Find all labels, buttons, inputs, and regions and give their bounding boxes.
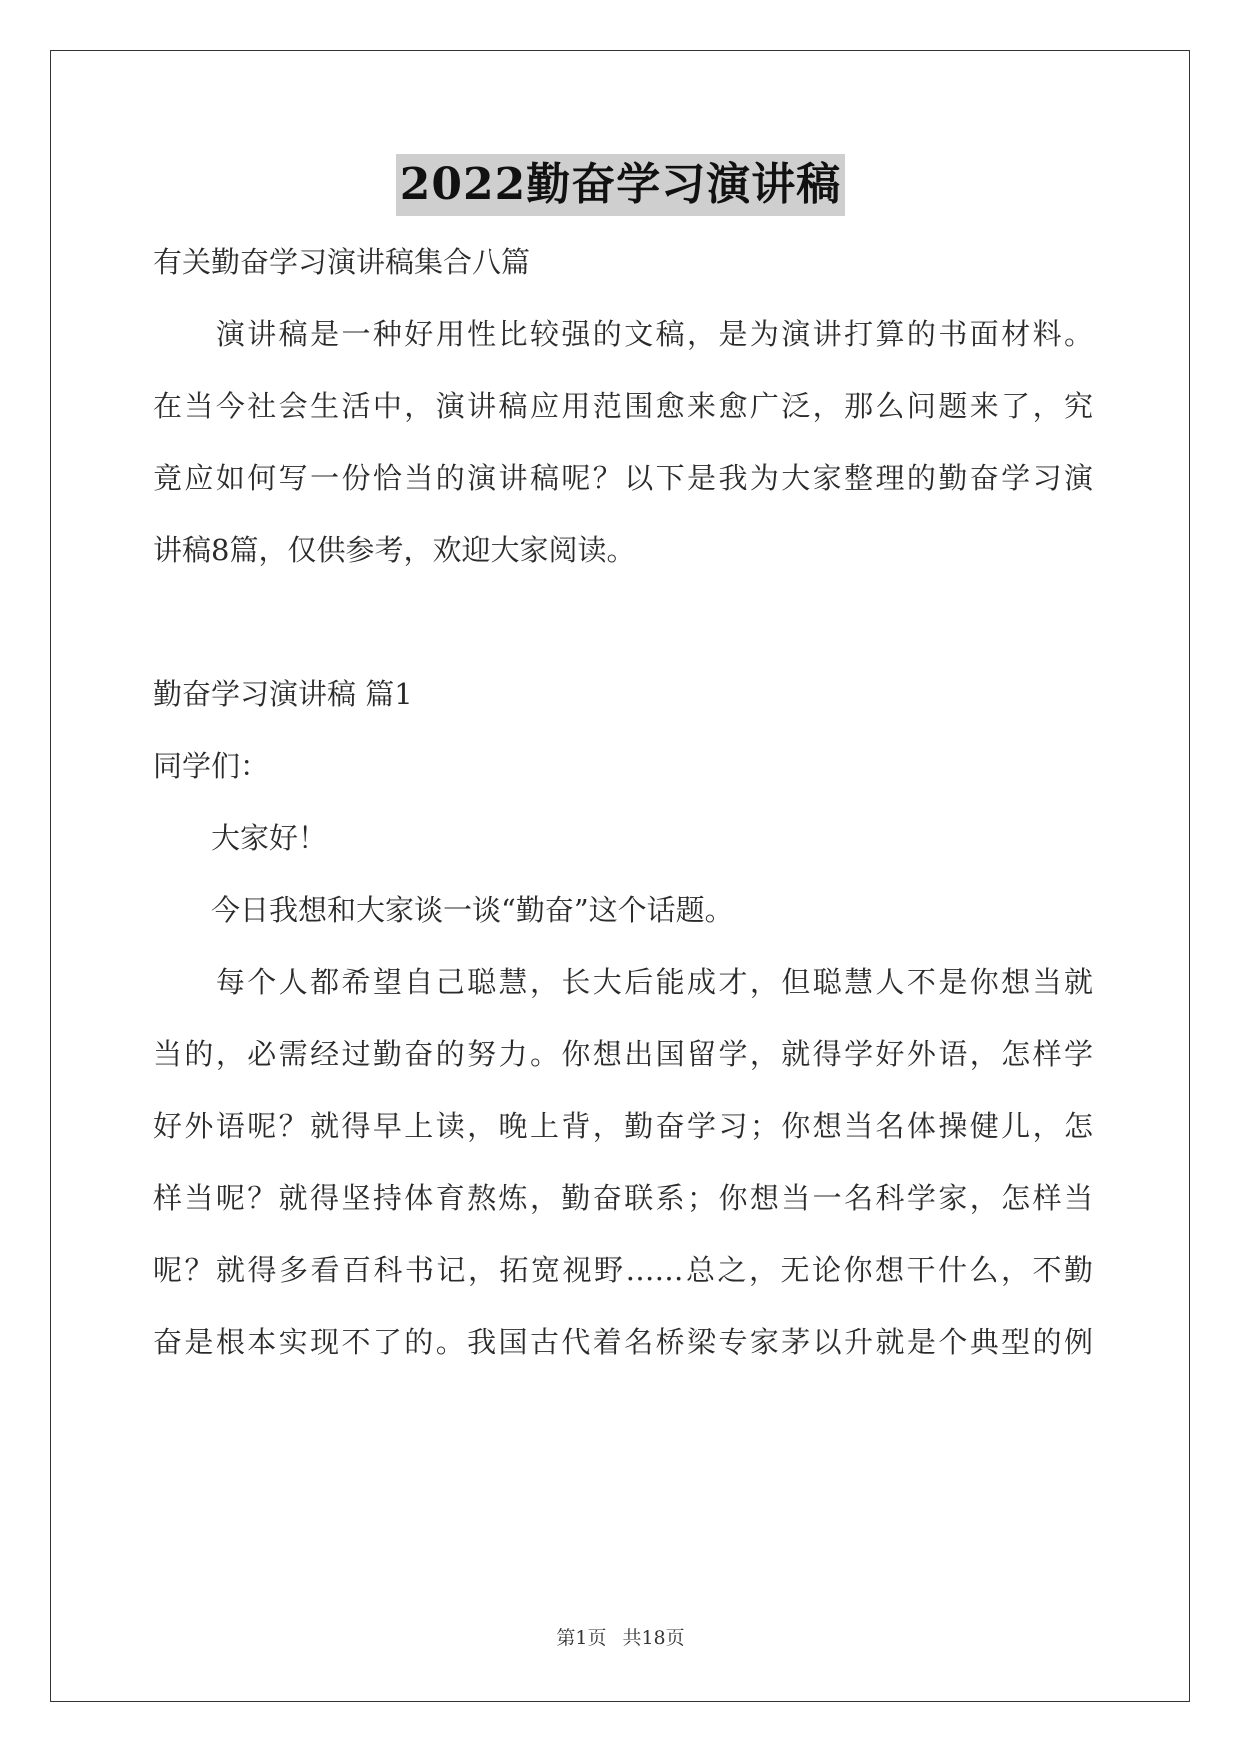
page-footer — [0, 1626, 1241, 1650]
salutation: 同学们： — [153, 749, 270, 783]
intro-line-4: 讲稿8篇，仅供参考，欢迎大家阅读。 — [153, 533, 636, 567]
title-container — [0, 154, 1241, 216]
document-subtitle: 有关勤奋学习演讲稿集合八篇 — [153, 245, 531, 279]
intro-line-1: 演讲稿是一种好用性比较强的文稿，是为演讲打算的书面材料。 — [153, 317, 1093, 351]
section-heading: 勤奋学习演讲稿 篇1 — [153, 677, 413, 711]
intro-line-3: 竟应如何写一份恰当的演讲稿呢？以下是我为大家整理的勤奋学习演 — [153, 461, 1093, 495]
intro-line-2: 在当今社会生活中，演讲稿应用范围愈来愈广泛，那么问题来了，究 — [153, 389, 1093, 423]
page-number: 第1页 — [556, 1627, 607, 1649]
page-total: 共18页 — [622, 1627, 685, 1649]
page-border — [50, 50, 1190, 1702]
body-line-5: 呢？就得多看百科书记，拓宽视野……总之，无论你想干什么，不勤 — [153, 1253, 1093, 1287]
body-line-1: 每个人都希望自己聪慧，长大后能成才，但聪慧人不是你想当就 — [153, 965, 1093, 999]
topic-line: 今日我想和大家谈一谈“勤奋”这个话题。 — [153, 893, 734, 927]
document-title: 2022勤奋学习演讲稿 — [396, 154, 845, 216]
body-line-4: 样当呢？就得坚持体育熬炼，勤奋联系；你想当一名科学家，怎样当 — [153, 1181, 1093, 1215]
body-line-2: 当的，必需经过勤奋的努力。你想出国留学，就得学好外语，怎样学 — [153, 1037, 1093, 1071]
body-line-3: 好外语呢？就得早上读，晚上背，勤奋学习；你想当名体操健儿，怎 — [153, 1109, 1093, 1143]
greeting: 大家好！ — [153, 821, 328, 855]
body-line-6: 奋是根本实现不了的。我国古代着名桥梁专家茅以升就是个典型的例 — [153, 1325, 1093, 1359]
